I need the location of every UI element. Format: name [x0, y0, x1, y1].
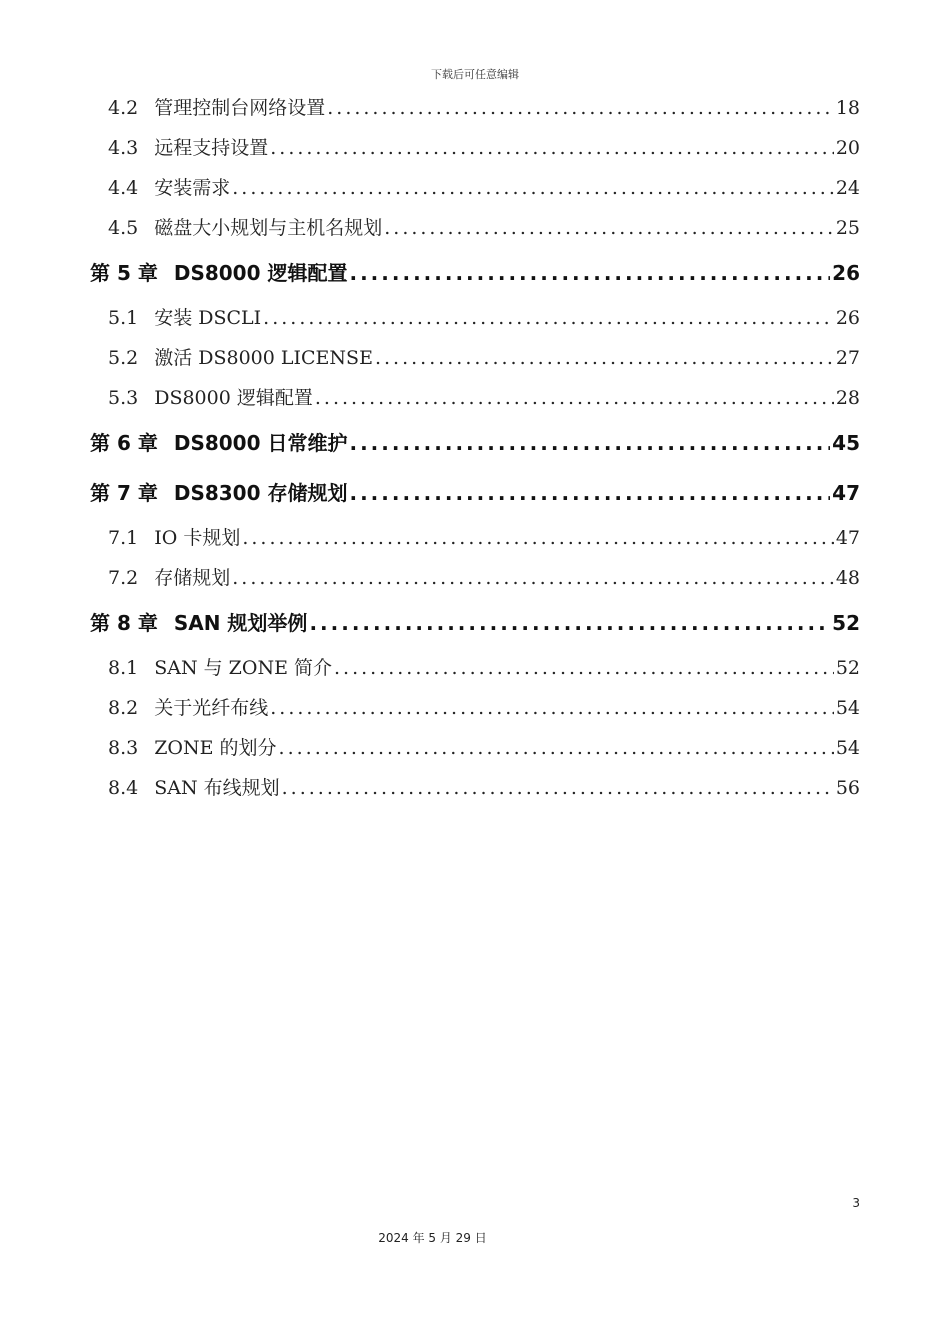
toc-entry-page: 52: [835, 657, 860, 679]
toc-leader-dots: [327, 88, 834, 128]
toc-entry-number: 8.2: [108, 697, 139, 719]
toc-entry-title: SAN 与 ZONE 简介: [154, 657, 332, 679]
toc-leader-dots: [232, 558, 834, 598]
toc-entry-page: 26: [835, 307, 860, 329]
toc-chapter-page: 47: [832, 481, 860, 505]
toc-entry-page: 54: [835, 737, 860, 759]
toc-entry-number: 7.2: [108, 567, 139, 589]
footer-date: 2024 年 5 月 29 日: [378, 1231, 487, 1245]
toc-leader-dots: [309, 598, 830, 648]
toc-entry-5-1[interactable]: [90, 298, 860, 338]
toc-entry-4-4[interactable]: [90, 168, 860, 208]
toc-entry-number: 5.2: [108, 347, 139, 369]
toc-entry-title: IO 卡规划: [154, 527, 241, 549]
toc-leader-dots: [270, 128, 834, 168]
toc-chapter-title: SAN 规划举例: [173, 611, 308, 635]
toc-entry-title: DS8000 逻辑配置: [154, 387, 313, 409]
toc-entry-page: 20: [835, 137, 860, 159]
toc-entry-number: 8.1: [108, 657, 139, 679]
toc-chapter-number: 第 8 章: [90, 611, 158, 635]
toc-entry-8-2[interactable]: [90, 688, 860, 728]
toc-leader-dots: [349, 418, 830, 468]
toc-entry-page: 24: [835, 177, 860, 199]
toc-entry-number: 4.5: [108, 217, 139, 239]
toc-entry-8-4[interactable]: [90, 768, 860, 808]
toc-entry-page: 27: [835, 347, 860, 369]
toc-entry-title: 磁盘大小规划与主机名规划: [154, 217, 383, 239]
toc-entry-number: 8.3: [108, 737, 139, 759]
toc-entry-title: 激活 DS8000 LICENSE: [154, 347, 373, 369]
toc-entry-title: 存储规划: [154, 567, 231, 589]
toc-leader-dots: [349, 468, 830, 518]
toc-entry-title: 安装需求: [154, 177, 231, 199]
toc-entry-title: 安装 DSCLI: [154, 307, 262, 329]
toc-entry-page: 56: [835, 777, 860, 799]
toc-entry-number: 4.2: [108, 97, 139, 119]
toc-leader-dots: [334, 648, 834, 688]
toc-entry-page: 48: [835, 567, 860, 589]
toc-chapter-title: DS8000 逻辑配置: [173, 261, 348, 285]
toc-entry-number: 4.3: [108, 137, 139, 159]
toc-leader-dots: [384, 208, 834, 248]
toc-entry-number: 5.1: [108, 307, 139, 329]
toc-chapter-page: 45: [832, 431, 860, 455]
toc-entry-4-3[interactable]: [90, 128, 860, 168]
toc-chapter-8[interactable]: [90, 598, 860, 648]
toc-entry-4-2[interactable]: [90, 88, 860, 128]
toc-entry-number: 4.4: [108, 177, 139, 199]
toc-chapter-7[interactable]: [90, 468, 860, 518]
toc-entry-page: 47: [835, 527, 860, 549]
toc-entry-8-3[interactable]: [90, 728, 860, 768]
toc-entry-title: ZONE 的划分: [154, 737, 277, 759]
toc-entry-7-1[interactable]: [90, 518, 860, 558]
toc-entry-number: 5.3: [108, 387, 139, 409]
toc-entry-7-2[interactable]: [90, 558, 860, 598]
toc-leader-dots: [270, 688, 834, 728]
toc-chapter-page: 52: [832, 611, 860, 635]
toc-leader-dots: [232, 168, 834, 208]
page-number: 3: [852, 1196, 860, 1210]
toc-entry-title: SAN 布线规划: [154, 777, 280, 799]
toc-chapter-title: DS8300 存储规划: [173, 481, 348, 505]
toc-leader-dots: [242, 518, 833, 558]
toc-chapter-number: 第 7 章: [90, 481, 158, 505]
toc-chapter-title: DS8000 日常维护: [173, 431, 348, 455]
toc-entry-page: 28: [835, 387, 860, 409]
toc-entry-title: 管理控制台网络设置: [154, 97, 326, 119]
toc-entry-4-5[interactable]: [90, 208, 860, 248]
toc-leader-dots: [282, 768, 834, 808]
toc-entry-5-2[interactable]: [90, 338, 860, 378]
toc-leader-dots: [375, 338, 834, 378]
toc-leader-dots: [349, 248, 830, 298]
toc-chapter-number: 第 5 章: [90, 261, 158, 285]
toc-entry-title: 关于光纤布线: [154, 697, 269, 719]
toc-entry-page: 18: [835, 97, 860, 119]
toc-leader-dots: [315, 378, 834, 418]
toc-chapter-number: 第 6 章: [90, 431, 158, 455]
toc-chapter-6[interactable]: [90, 418, 860, 468]
toc-leader-dots: [263, 298, 834, 338]
toc-entry-8-1[interactable]: [90, 648, 860, 688]
toc-chapter-5[interactable]: [90, 248, 860, 298]
table-of-contents: [90, 88, 860, 808]
toc-entry-number: 8.4: [108, 777, 139, 799]
toc-entry-page: 25: [835, 217, 860, 239]
toc-leader-dots: [279, 728, 834, 768]
toc-entry-page: 54: [835, 697, 860, 719]
toc-entry-5-3[interactable]: [90, 378, 860, 418]
toc-entry-title: 远程支持设置: [154, 137, 269, 159]
toc-chapter-page: 26: [832, 261, 860, 285]
page-header: 下载后可任意编辑: [431, 68, 519, 81]
toc-entry-number: 7.1: [108, 527, 139, 549]
